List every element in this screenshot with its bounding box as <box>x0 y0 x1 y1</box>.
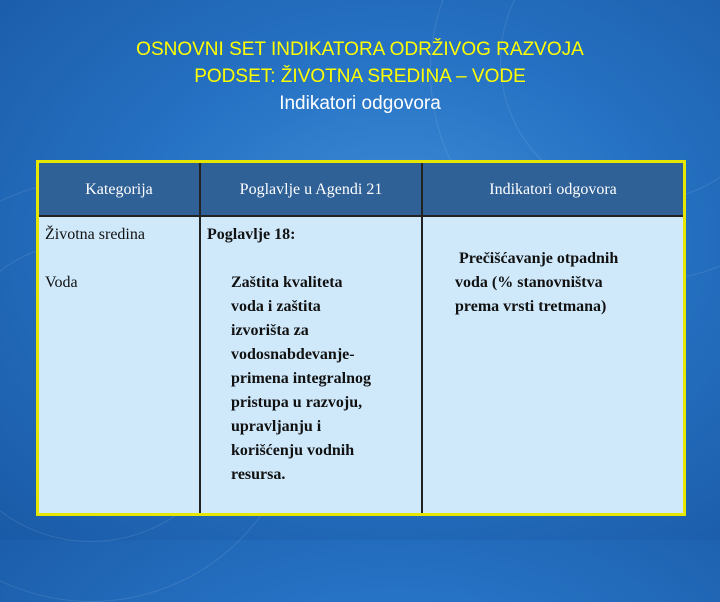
indicator-line: prema vrsti tretmana) <box>455 298 607 315</box>
category-zivotna-sredina: Životna sredina <box>45 226 145 243</box>
chapter-heading: Poglavlje 18: <box>207 226 296 243</box>
title-line-2: PODSET: ŽIVOTNA SREDINA – VODE <box>194 66 526 87</box>
header-kategorija: Kategorija <box>85 181 153 198</box>
indicator-table <box>36 160 686 516</box>
category-voda: Voda <box>45 274 78 291</box>
indicator-line: voda (% stanovništva <box>455 274 603 291</box>
table-header-row <box>39 163 683 217</box>
indicator-line: Prečišćavanje otpadnih <box>459 250 619 267</box>
slide-title <box>0 36 720 117</box>
header-poglavlje: Poglavlje u Agendi 21 <box>239 181 383 198</box>
chapter-line: pristupa u razvoju, <box>231 394 363 411</box>
chapter-line: upravljanju i <box>231 418 322 435</box>
header-indikatori: Indikatori odgovora <box>489 181 617 198</box>
chapter-line: resursa. <box>231 466 286 483</box>
chapter-line: izvorišta za <box>231 322 309 339</box>
column-divider <box>199 163 201 513</box>
chapter-line: voda i zaštita <box>231 298 321 315</box>
indicator-description <box>455 247 618 319</box>
column-divider <box>421 163 423 513</box>
title-line-3: Indikatori odgovora <box>279 93 441 114</box>
chapter-line: korišćenju vodnih <box>231 442 355 459</box>
chapter-line: vodosnabdevanje- <box>231 346 355 363</box>
title-line-1: OSNOVNI SET INDIKATORA ODRŽIVOG RAZVOJA <box>136 39 584 60</box>
chapter-line: Zaštita kvaliteta <box>231 274 343 291</box>
chapter-line: primena integralnog <box>231 370 371 387</box>
chapter-description <box>231 271 371 487</box>
